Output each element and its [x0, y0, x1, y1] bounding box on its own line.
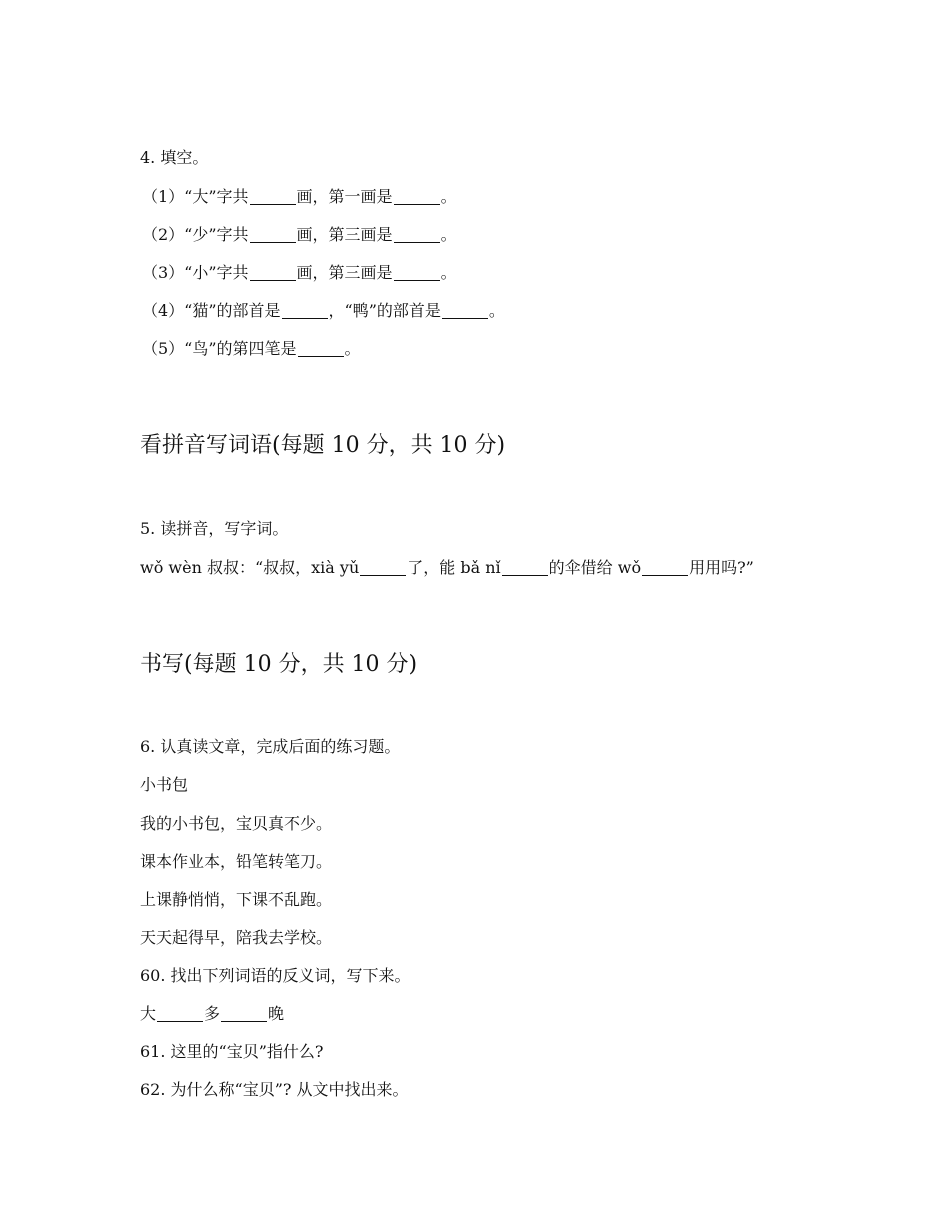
- poem-line-1: 我的小书包，宝贝真不少。: [140, 814, 333, 833]
- q4-item-5-text-c: 。: [344, 339, 361, 358]
- q4-item-2-text-c: 。: [440, 225, 457, 244]
- q4-item-2-blank-1[interactable]: [250, 226, 296, 243]
- q6-title: 6. 认真读文章，完成后面的练习题。: [140, 737, 401, 756]
- q4-item-2-text-a: （2）“少”字共: [142, 225, 249, 244]
- poem-line-4: 天天起得早，陪我去学校。: [140, 928, 333, 947]
- q4-item-2-text-b: 画，第三画是: [296, 225, 393, 244]
- q4-item-1: [142, 187, 457, 207]
- q5-text-d: 用用吗?”: [689, 558, 754, 577]
- section-heading-pinyin: 看拼音写词语(每题 10 分，共 10 分): [140, 433, 506, 458]
- q4-item-1-text-c: 。: [440, 187, 457, 206]
- q4-item-4-blank-1[interactable]: [282, 302, 328, 319]
- q5-text-a: wǒ wèn 叔叔：“叔叔，xià yǔ: [140, 558, 360, 577]
- q4-item-5-text-a: （5）“鸟”的第四笔是: [142, 339, 297, 358]
- q5-line: [140, 558, 754, 578]
- q4-item-4-blank-2[interactable]: [442, 302, 488, 319]
- q4-item-3-blank-2[interactable]: [394, 264, 440, 281]
- q4-item-2-blank-2[interactable]: [394, 226, 440, 243]
- q60-blank-2[interactable]: [221, 1005, 267, 1022]
- q5-text-b: 了，能 bǎ nǐ: [407, 558, 501, 577]
- q60-title: 60. 找出下列词语的反义词，写下来。: [140, 966, 411, 985]
- q60-antonyms: [140, 1004, 284, 1024]
- q4-item-4-text-a: （4）“猫”的部首是: [142, 301, 281, 320]
- q4-item-3-text-a: （3）“小”字共: [142, 263, 249, 282]
- q4-title: 4. 填空。: [140, 148, 209, 167]
- q5-blank-2[interactable]: [502, 559, 548, 576]
- q4-item-5-blank-1[interactable]: [298, 340, 344, 357]
- q4-item-1-blank-2[interactable]: [394, 188, 440, 205]
- poem-line-2: 课本作业本，铅笔转笔刀。: [140, 852, 333, 871]
- q4-item-1-text-b: 画，第一画是: [296, 187, 393, 206]
- q4-item-3-blank-1[interactable]: [250, 264, 296, 281]
- q4-item-4-text-c: 。: [488, 301, 505, 320]
- q4-item-3-text-b: 画，第三画是: [296, 263, 393, 282]
- q60-blank-1[interactable]: [157, 1005, 203, 1022]
- q60-word-2: 多: [204, 1004, 221, 1023]
- q4-item-1-blank-1[interactable]: [250, 188, 296, 205]
- section-heading-writing: 书写(每题 10 分，共 10 分): [140, 652, 418, 677]
- q5-text-c: 的伞借给 wǒ: [548, 558, 642, 577]
- q4-item-2: [142, 225, 457, 245]
- q4-item-4: [142, 301, 505, 321]
- q62-title: 62. 为什么称“宝贝”? 从文中找出来。: [140, 1080, 409, 1099]
- q61-title: 61. 这里的“宝贝”指什么?: [140, 1042, 324, 1061]
- q4-item-5: [142, 339, 361, 359]
- q60-word-3: 晚: [268, 1004, 285, 1023]
- q60-word-1: 大: [140, 1004, 157, 1023]
- q4-item-1-text-a: （1）“大”字共: [142, 187, 249, 206]
- q5-blank-3[interactable]: [642, 559, 688, 576]
- poem-line-3: 上课静悄悄，下课不乱跑。: [140, 890, 333, 909]
- q4-item-3-text-c: 。: [440, 263, 457, 282]
- q4-item-3: [142, 263, 457, 283]
- q5-blank-1[interactable]: [360, 559, 406, 576]
- poem-title: 小书包: [140, 775, 189, 794]
- q4-item-4-text-b: ，“鸭”的部首是: [328, 301, 441, 320]
- q5-title: 5. 读拼音，写字词。: [140, 519, 289, 538]
